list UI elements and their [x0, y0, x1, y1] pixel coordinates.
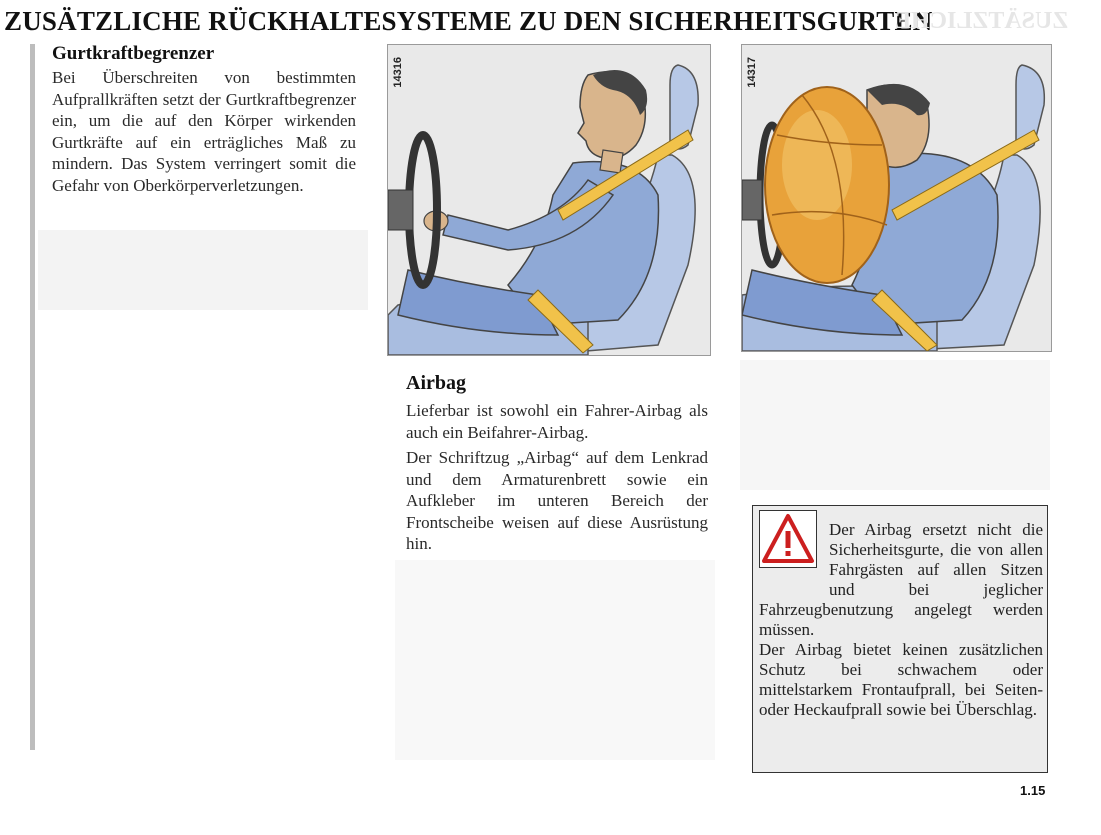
airbag-paragraph-1: Lieferbar ist sowohl ein Fahrer-Airbag als auch ein Beifahrer-Airbag.	[406, 401, 708, 442]
background-strip	[38, 230, 368, 310]
warning-paragraph-1: Der Airbag ersetzt nicht die Sicherheitsgurte, die von allen Fahrgästen auf allen Sitzen und bei jeglicher Fahrzeugbenutzung angelegt werden müssen.	[759, 520, 1043, 639]
airbag-deployed-illustration	[742, 45, 1051, 351]
figure-code: 14317	[746, 57, 758, 88]
airbag-heading: Airbag	[406, 372, 466, 394]
background-strip	[740, 360, 1050, 490]
show-through-title: ZUSÄTZLICHE	[895, 8, 1069, 34]
belt-limiter-text: Bei Überschreiten von bestimmten Aufprallkräften setzt der Gurtkraftbegrenzer ein, um die auf den Körper wirkenden Gurtkräfte auf ein erträgliches Maß zu mindern. Das System verringert somit die Gefahr von Oberkörperverletzungen.	[52, 68, 356, 195]
figure-driver-seated	[387, 44, 711, 356]
warning-text	[759, 520, 1043, 720]
airbag-paragraph-2: Der Schriftzug „Airbag“ auf dem Lenkrad und dem Armaturenbrett sowie ein Aufkleber im unteren Bereich der Frontscheibe weisen auf diese Ausrüstung hin.	[406, 448, 708, 553]
belt-limiter-heading: Gurtkraftbegrenzer	[52, 43, 215, 64]
background-strip	[395, 560, 715, 760]
warning-paragraph-2: Der Airbag bietet keinen zusätzlichen Schutz bei schwachem oder mittelstarkem Frontaufprall, bei Seiten- oder Heckaufprall sowie bei Überschlag.	[759, 640, 1043, 719]
column-margin-bar	[30, 44, 35, 750]
warning-box	[752, 505, 1048, 773]
page-number: 1.15	[1020, 783, 1046, 798]
figure-code: 14316	[392, 57, 404, 88]
page-title: ZUSÄTZLICHE RÜCKHALTESYSTEME ZU DEN SICHERHEITSGURTEN	[4, 6, 933, 36]
driver-seated-illustration	[388, 45, 710, 355]
figure-airbag-deployed	[741, 44, 1052, 352]
